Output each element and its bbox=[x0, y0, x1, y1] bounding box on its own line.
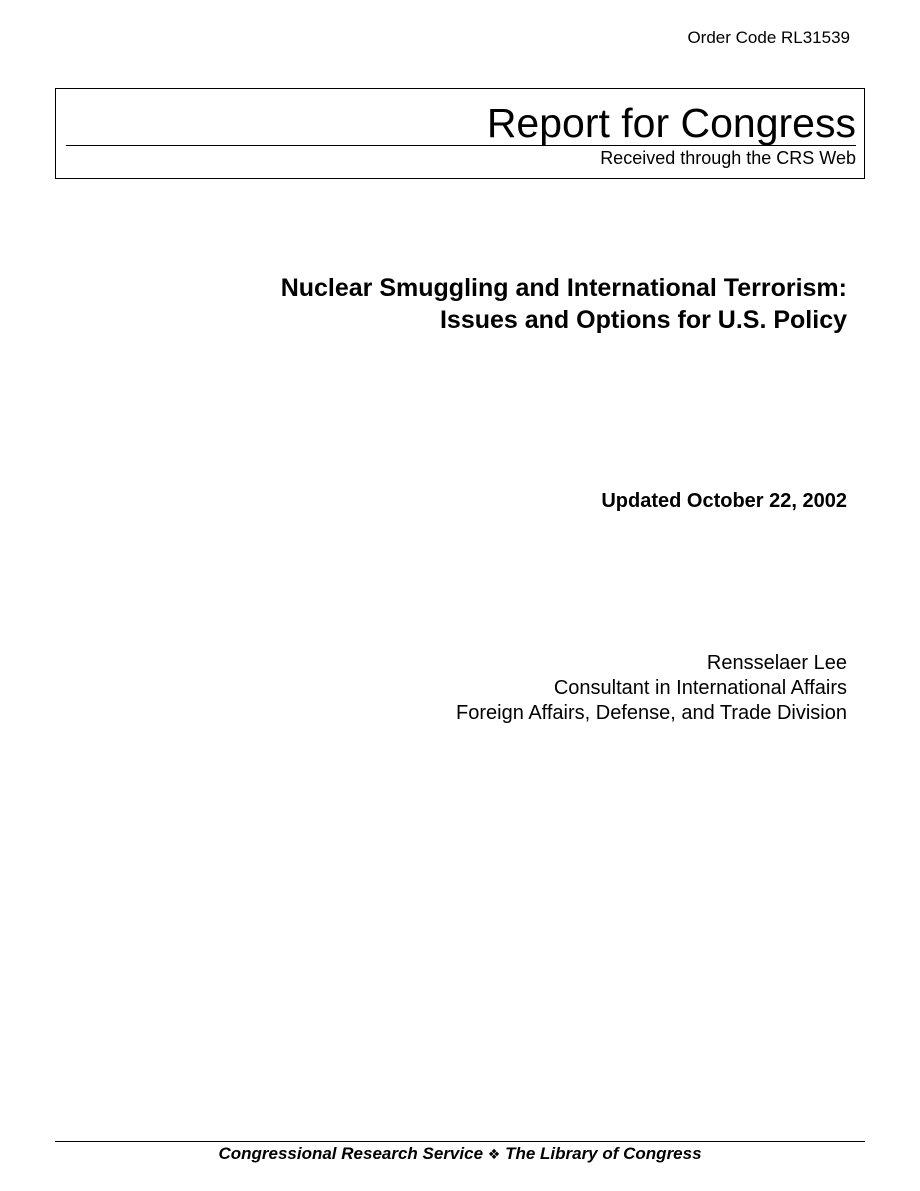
order-code: Order Code RL31539 bbox=[687, 28, 850, 47]
report-title bbox=[147, 272, 847, 336]
footer-divider bbox=[55, 1141, 865, 1142]
footer-crs: Congressional Research Service bbox=[218, 1144, 484, 1163]
masthead-divider bbox=[66, 145, 856, 146]
masthead bbox=[55, 88, 865, 179]
author-division: Foreign Affairs, Defense, and Trade Division bbox=[456, 702, 847, 724]
report-title-line-1: Nuclear Smuggling and International Terrorism: bbox=[280, 274, 847, 302]
author-block bbox=[456, 651, 847, 726]
report-title-line-2: Issues and Options for U.S. Policy bbox=[439, 306, 847, 334]
diamond-ornament-icon: ❖ bbox=[487, 1147, 501, 1163]
author-position: Consultant in International Affairs bbox=[553, 677, 847, 699]
footer bbox=[55, 1143, 865, 1166]
footer-loc: The Library of Congress bbox=[505, 1144, 702, 1163]
masthead-subtitle: Received through the CRS Web bbox=[600, 148, 856, 168]
updated-date: Updated October 22, 2002 bbox=[601, 490, 847, 512]
author-name: Rensselaer Lee bbox=[706, 652, 847, 674]
masthead-title: Report for Congress bbox=[486, 100, 856, 146]
